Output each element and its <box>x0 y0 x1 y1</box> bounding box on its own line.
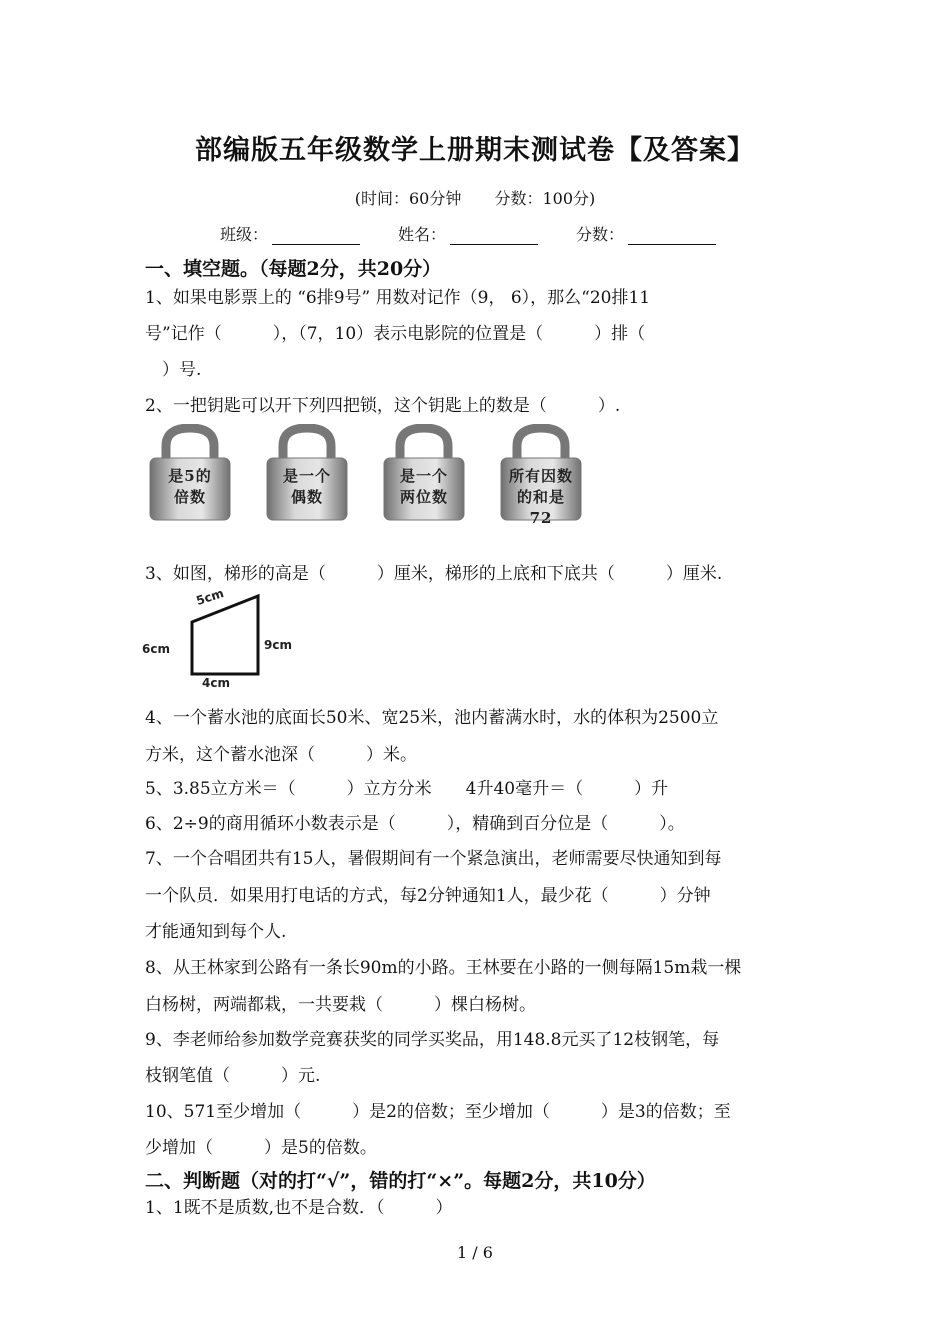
class-blank[interactable] <box>272 228 360 245</box>
question-line: 1、如果电影票上的 “6排9号” 用数对记作（9， 6），那么“20排11 <box>145 288 651 308</box>
exam-meta <box>0 186 950 209</box>
lock-3 <box>382 424 466 522</box>
trapezoid-bottom-label: 4cm <box>202 676 230 690</box>
question-line: 6、2÷9的商用循环小数表示是（ ），精确到百分位是（ ）。 <box>145 814 685 834</box>
trapezoid-shape <box>140 588 320 692</box>
question-line: 少增加（ ）是5的倍数。 <box>145 1138 377 1158</box>
lock-2 <box>265 424 349 522</box>
question-line: 2、一把钥匙可以开下列四把锁，这个钥匙上的数是（ ）. <box>145 396 621 416</box>
lock-3-line2: 两位数 <box>399 488 448 506</box>
question-line: 10、571至少增加（ ）是2的倍数；至少增加（ ）是3的倍数；至 <box>145 1102 731 1122</box>
lock-2-line2: 偶数 <box>290 488 323 506</box>
section-2-heading: 二、判断题（对的打“√”，错的打“×”。每题2分，共10分） <box>145 1170 656 1192</box>
page-title: 部编版五年级数学上册期末测试卷【及答案】 <box>195 135 755 166</box>
question-line: 8、从王林家到公路有一条长90m的小路。王林要在小路的一侧每隔15m栽一棵 <box>145 958 742 978</box>
class-field[interactable] <box>220 222 360 245</box>
lock-4-line2: 的和是72 <box>516 488 565 527</box>
question-line: 7、一个合唱团共有15人，暑假期间有一个紧急演出，老师需要尽快通知到每 <box>145 849 722 869</box>
time-info: (时间：60分钟 <box>354 189 462 208</box>
trapezoid-top-label: 5cm <box>194 586 226 608</box>
class-label: 班级： <box>220 225 269 244</box>
trapezoid-right-label: 9cm <box>264 638 292 652</box>
question-line: 方米，这个蓄水池深（ ）米。 <box>145 745 417 765</box>
name-blank[interactable] <box>450 228 538 245</box>
name-field[interactable] <box>398 222 538 245</box>
question-line: 4、一个蓄水池的底面长50米、宽25米，池内蓄满水时，水的体积为2500立 <box>145 708 719 728</box>
lock-4 <box>499 424 583 527</box>
question-line: 1、1既不是质数,也不是合数．（ ） <box>145 1198 453 1218</box>
trapezoid-left-label: 6cm <box>142 642 170 656</box>
question-line: 才能通知到每个人. <box>145 922 287 942</box>
trapezoid-figure <box>140 588 320 692</box>
question-line: 枝钢笔值（ ）元. <box>145 1066 321 1086</box>
student-fields <box>220 222 780 245</box>
question-line: 3、如图，梯形的高是（ ）厘米，梯形的上底和下底共（ ）厘米. <box>145 564 723 584</box>
lock-1-line1: 是5的 <box>168 467 212 485</box>
lock-1 <box>148 424 232 522</box>
question-line: 白杨树，两端都栽，一共要栽（ ）棵白杨树。 <box>145 995 536 1015</box>
score-blank[interactable] <box>628 228 716 245</box>
page-number: 1 / 6 <box>457 1243 493 1262</box>
lock-figures <box>145 424 605 527</box>
name-label: 姓名： <box>398 225 447 244</box>
score-info: 分数：100分) <box>494 189 596 208</box>
lock-3-line1: 是一个 <box>399 467 448 485</box>
question-line: 一个队员．如果用打电话的方式，每2分钟通知1人，最少花（ ）分钟 <box>145 886 711 906</box>
question-line: 5、3.85立方米＝（ ）立方分米 4升40毫升＝（ ）升 <box>145 779 669 799</box>
question-line: 9、李老师给参加数学竞赛获奖的同学买奖品，用148.8元买了12枝钢笔，每 <box>145 1030 720 1050</box>
score-field[interactable] <box>576 222 716 245</box>
question-line: 号”记作（ ），（7，10）表示电影院的位置是（ ）排（ <box>145 324 646 344</box>
section-1-heading: 一、填空题。（每题2分，共20分） <box>145 258 442 280</box>
lock-2-line1: 是一个 <box>282 467 331 485</box>
question-line: ）号. <box>145 360 202 380</box>
lock-1-line2: 倍数 <box>173 488 206 506</box>
score-label: 分数： <box>576 225 625 244</box>
lock-4-line1: 所有因数 <box>508 467 573 485</box>
